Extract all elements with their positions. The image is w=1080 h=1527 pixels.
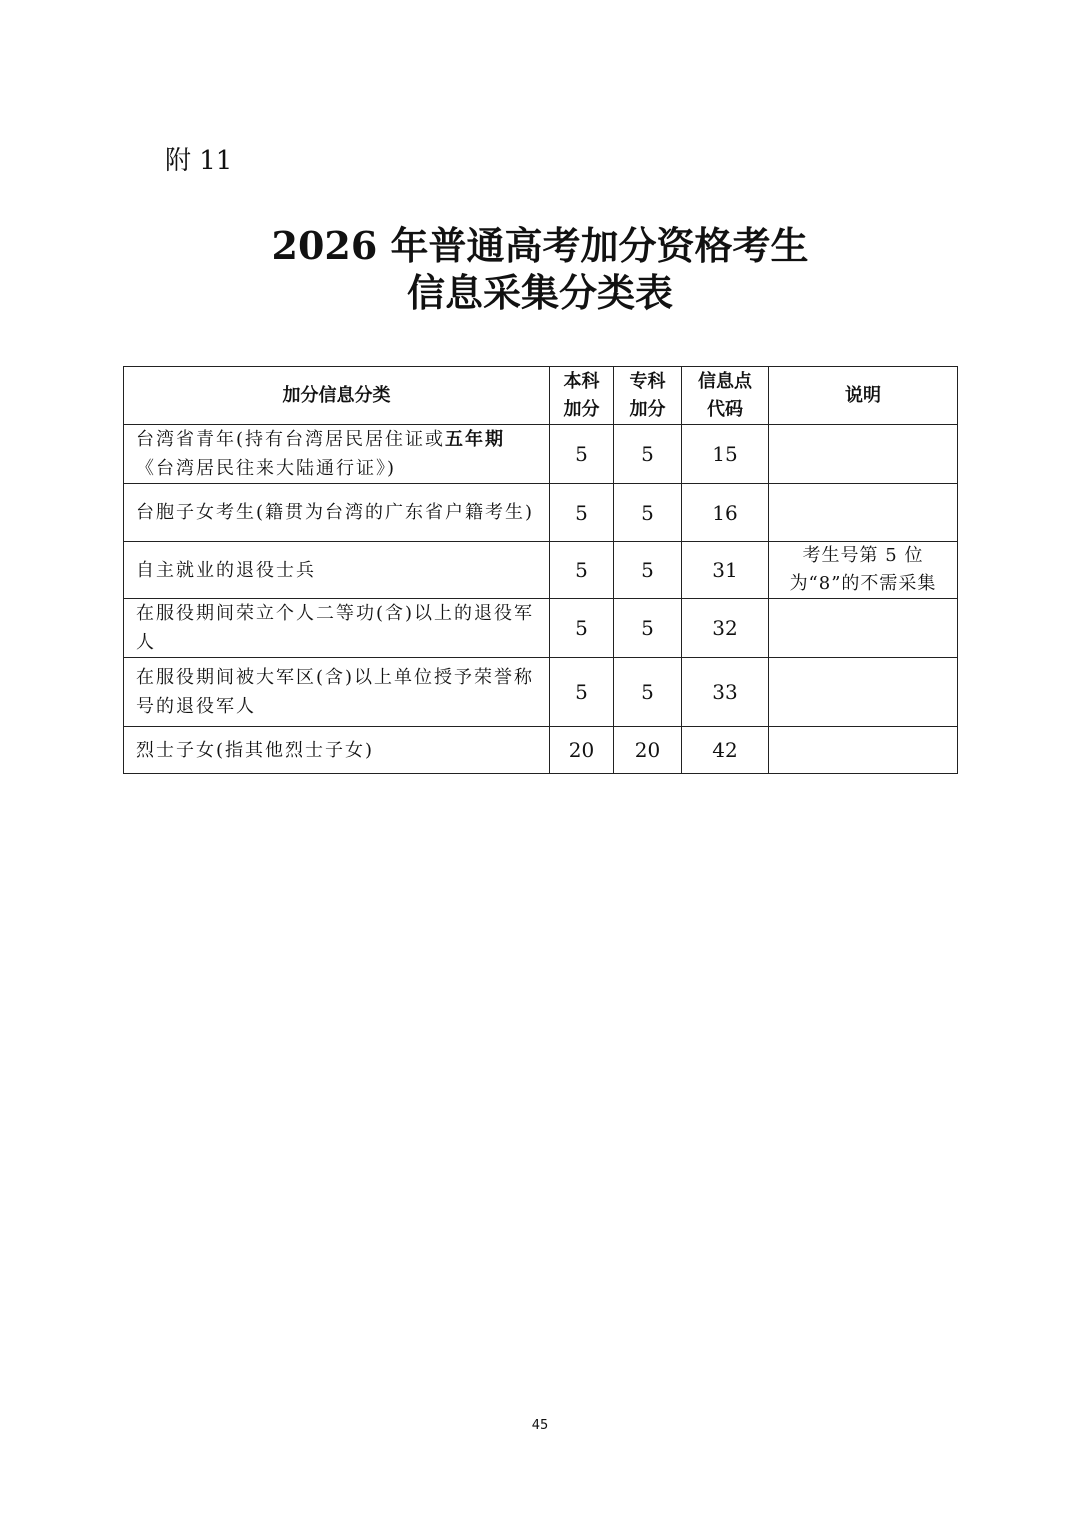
- category-text: 《台湾居民往来大陆通行证》): [136, 458, 397, 479]
- category-bold-text: 五年期: [445, 429, 506, 450]
- document-title: [0, 222, 1080, 316]
- category-cell: 烈士子女(指其他烈士子女): [124, 727, 550, 774]
- header-junior: 专科加分: [614, 367, 682, 425]
- junior-cell: 5: [614, 658, 682, 727]
- code-cell: 31: [682, 542, 769, 599]
- code-cell: 32: [682, 599, 769, 658]
- header-bachelor: 本科加分: [550, 367, 614, 425]
- code-cell: 42: [682, 727, 769, 774]
- note-text: 考生号第 5 位为“8”的不需采集: [789, 545, 937, 594]
- bachelor-cell: 5: [550, 425, 614, 484]
- table-row: [124, 599, 958, 658]
- table-row: [124, 425, 958, 484]
- note-cell: [769, 542, 958, 599]
- bachelor-cell: 5: [550, 542, 614, 599]
- junior-cell: 5: [614, 484, 682, 542]
- table-header-row: [124, 367, 958, 425]
- code-cell: 16: [682, 484, 769, 542]
- note-cell: [769, 599, 958, 658]
- bachelor-cell: 5: [550, 599, 614, 658]
- header-note: 说明: [769, 367, 958, 425]
- category-cell: 在服役期间被大军区(含)以上单位授予荣誉称号的退役军人: [124, 658, 550, 727]
- category-cell: 在服役期间荣立个人二等功(含)以上的退役军人: [124, 599, 550, 658]
- junior-cell: 5: [614, 599, 682, 658]
- page-number: 45: [531, 1418, 549, 1433]
- title-line-1: 2026 年普通高考加分资格考生: [271, 223, 809, 268]
- header-code: 信息点代码: [682, 367, 769, 425]
- annex-label: 附 11: [165, 146, 233, 176]
- title-line-2: 信息采集分类表: [406, 270, 673, 315]
- category-cell: [124, 425, 550, 484]
- code-cell: 33: [682, 658, 769, 727]
- bonus-category-table: [123, 366, 958, 774]
- note-cell: [769, 425, 958, 484]
- category-cell: 台胞子女考生(籍贯为台湾的广东省户籍考生): [124, 484, 550, 542]
- category-cell: 自主就业的退役士兵: [124, 542, 550, 599]
- table-row: [124, 484, 958, 542]
- bachelor-cell: 5: [550, 484, 614, 542]
- junior-cell: 5: [614, 542, 682, 599]
- bachelor-cell: 5: [550, 658, 614, 727]
- table-row: [124, 542, 958, 599]
- header-category: 加分信息分类: [124, 367, 550, 425]
- note-cell: [769, 484, 958, 542]
- junior-cell: 5: [614, 425, 682, 484]
- junior-cell: 20: [614, 727, 682, 774]
- table-row: [124, 658, 958, 727]
- bachelor-cell: 20: [550, 727, 614, 774]
- table-row: [124, 727, 958, 774]
- code-cell: 15: [682, 425, 769, 484]
- note-cell: [769, 658, 958, 727]
- category-text: 台湾省青年(持有台湾居民居住证或: [136, 429, 446, 450]
- note-cell: [769, 727, 958, 774]
